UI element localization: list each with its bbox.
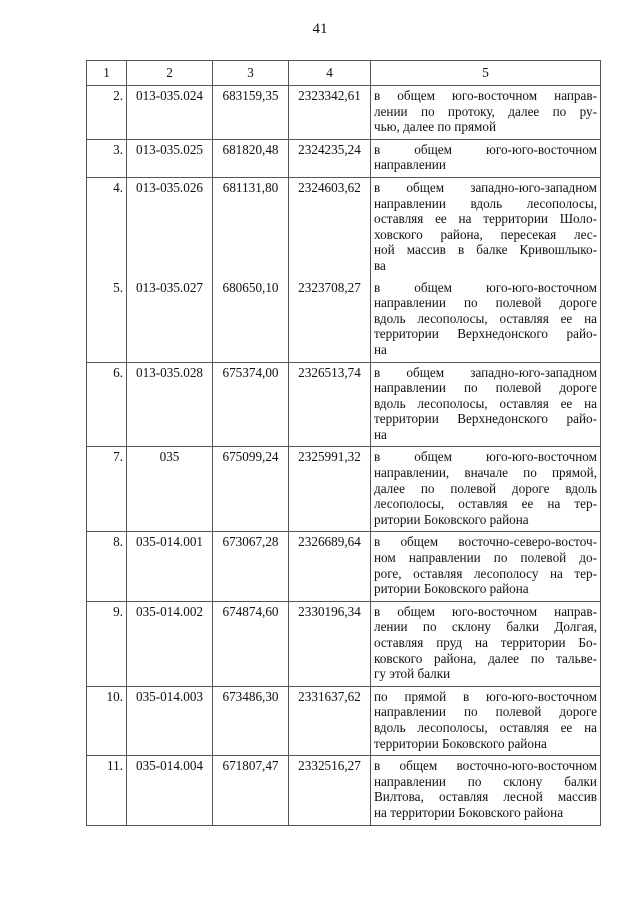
- description-line: направлении по полевой дороге: [374, 295, 597, 311]
- description-line: ритории Боковского района: [374, 511, 529, 527]
- y-coordinate: 2324603,62: [289, 177, 371, 277]
- description-line: в общем западно-юго-западном: [374, 179, 597, 195]
- row-number: 3.: [87, 139, 127, 177]
- page-number: 41: [312, 21, 328, 37]
- description-line: направлении по полевой дороге: [374, 380, 597, 396]
- x-coordinate: 680650,10: [213, 278, 289, 362]
- y-coordinate: 2332516,27: [289, 756, 371, 825]
- description-line: в общем восточно-юго-восточном: [374, 758, 597, 774]
- boundary-description: [371, 86, 601, 140]
- row-number: 7.: [87, 447, 127, 532]
- description-line: направлении по склону балки: [374, 773, 597, 789]
- boundary-description: [371, 278, 601, 362]
- description-line: на: [374, 341, 387, 357]
- table-row: [87, 139, 601, 177]
- description-line: по прямой в юго-юго-восточном: [374, 688, 597, 704]
- x-coordinate: 681820,48: [213, 139, 289, 177]
- boundary-description: [371, 756, 601, 825]
- column-header: 3: [213, 61, 289, 86]
- boundary-description: [371, 362, 601, 447]
- boundary-description: [371, 601, 601, 686]
- point-code: 035-014.002: [127, 601, 213, 686]
- y-coordinate: 2323342,61: [289, 86, 371, 140]
- description-line: территории Боковского района: [374, 735, 547, 751]
- description-line: в общем восточно-северо-восточ-: [374, 534, 597, 550]
- y-coordinate: 2326513,74: [289, 362, 371, 447]
- row-number: 11.: [87, 756, 127, 825]
- boundary-description: [371, 686, 601, 755]
- x-coordinate: 683159,35: [213, 86, 289, 140]
- description-line: в общем юго-юго-восточном: [374, 279, 597, 295]
- row-number: 10.: [87, 686, 127, 755]
- description-line: территории Верхнедонского райо-: [374, 411, 597, 427]
- description-line: направлении, вначале по прямой,: [374, 465, 597, 481]
- description-line: оставляя ее на территории Шоло-: [374, 211, 597, 227]
- description-line: направлении вдоль лесополосы,: [374, 195, 597, 211]
- description-line: ва: [374, 257, 386, 273]
- point-code: 013-035.027: [127, 278, 213, 362]
- description-line: территории Верхнедонского райо-: [374, 326, 597, 342]
- description-line: вдоль лесополосы, оставляя ее на: [374, 719, 597, 735]
- y-coordinate: 2325991,32: [289, 447, 371, 532]
- y-coordinate: 2324235,24: [289, 139, 371, 177]
- point-code: 013-035.026: [127, 177, 213, 277]
- point-code: 013-035.025: [127, 139, 213, 177]
- x-coordinate: 673486,30: [213, 686, 289, 755]
- row-number: 6.: [87, 362, 127, 447]
- point-code: 013-035.024: [127, 86, 213, 140]
- description-line: роге, оставляя лесополосу на тер-: [374, 565, 597, 581]
- description-line: лении по протоку, далее по ру-: [374, 103, 597, 119]
- description-line: оставляя пруд на территории Бо-: [374, 635, 597, 650]
- point-code: 035-014.003: [127, 686, 213, 755]
- x-coordinate: 675099,24: [213, 447, 289, 532]
- x-coordinate: 673067,28: [213, 532, 289, 601]
- description-line: вдоль лесополосы, оставляя ее на: [374, 395, 597, 411]
- table-row: [87, 362, 601, 447]
- description-line: в общем юго-восточном направ-: [374, 88, 597, 103]
- description-line: на территории Боковского района: [374, 804, 564, 820]
- description-line: в общем юго-юго-восточном: [374, 141, 597, 157]
- description-line: вдоль лесополосы, оставляя ее на: [374, 310, 597, 326]
- boundary-description: [371, 447, 601, 532]
- table-row: [87, 686, 601, 755]
- description-line: направлении: [374, 157, 446, 173]
- row-number: 9.: [87, 601, 127, 686]
- description-line: ковского района, далее по тальве-: [374, 650, 597, 666]
- description-line: лесополосы, оставляя ее на тер-: [374, 496, 597, 512]
- description-line: Вилтова, оставляя лесной массив: [374, 789, 597, 805]
- x-coordinate: 671807,47: [213, 756, 289, 825]
- column-header: 1: [87, 61, 127, 86]
- description-line: ховского района, пересекая лес-: [374, 226, 597, 242]
- boundary-description: [371, 532, 601, 601]
- description-line: ном направлении по полевой до-: [374, 550, 597, 566]
- column-header: 5: [371, 61, 601, 86]
- table-row: [87, 601, 601, 686]
- x-coordinate: 681131,80: [213, 177, 289, 277]
- table-row: [87, 278, 601, 362]
- column-header: 2: [127, 61, 213, 86]
- table-row: [87, 756, 601, 825]
- point-code: 035-014.004: [127, 756, 213, 825]
- boundary-description: [371, 177, 601, 277]
- table-row: [87, 447, 601, 532]
- table-row: [87, 532, 601, 601]
- x-coordinate: 675374,00: [213, 362, 289, 447]
- boundary-table: [86, 60, 601, 826]
- point-code: 035-014.001: [127, 532, 213, 601]
- row-number: 4.: [87, 177, 127, 277]
- boundary-description: [371, 139, 601, 177]
- description-line: лении по склону балки Долгая,: [374, 619, 597, 635]
- y-coordinate: 2323708,27: [289, 278, 371, 362]
- x-coordinate: 674874,60: [213, 601, 289, 686]
- description-line: далее по полевой дороге вдоль: [374, 480, 597, 496]
- description-line: направлении по полевой дороге: [374, 704, 597, 720]
- description-line: на: [374, 426, 387, 442]
- y-coordinate: 2326689,64: [289, 532, 371, 601]
- y-coordinate: 2331637,62: [289, 686, 371, 755]
- table-row: [87, 177, 601, 277]
- table-header-row: [87, 61, 601, 86]
- row-number: 5.: [87, 278, 127, 362]
- column-header: 4: [289, 61, 371, 86]
- description-line: ной массив в балке Кривошлыко-: [374, 242, 597, 258]
- description-line: ритории Боковского района: [374, 581, 529, 597]
- y-coordinate: 2330196,34: [289, 601, 371, 686]
- table-body: [87, 86, 601, 826]
- description-line: гу этой балки: [374, 666, 451, 682]
- table-row: [87, 86, 601, 140]
- description-line: в общем западно-юго-западном: [374, 364, 597, 380]
- row-number: 2.: [87, 86, 127, 140]
- row-number: 8.: [87, 532, 127, 601]
- point-code: 035: [127, 447, 213, 532]
- description-line: чью, далее по прямой: [374, 119, 497, 135]
- description-line: в общем юго-юго-восточном: [374, 449, 597, 465]
- description-line: в общем юго-восточном направ-: [374, 603, 597, 619]
- point-code: 013-035.028: [127, 362, 213, 447]
